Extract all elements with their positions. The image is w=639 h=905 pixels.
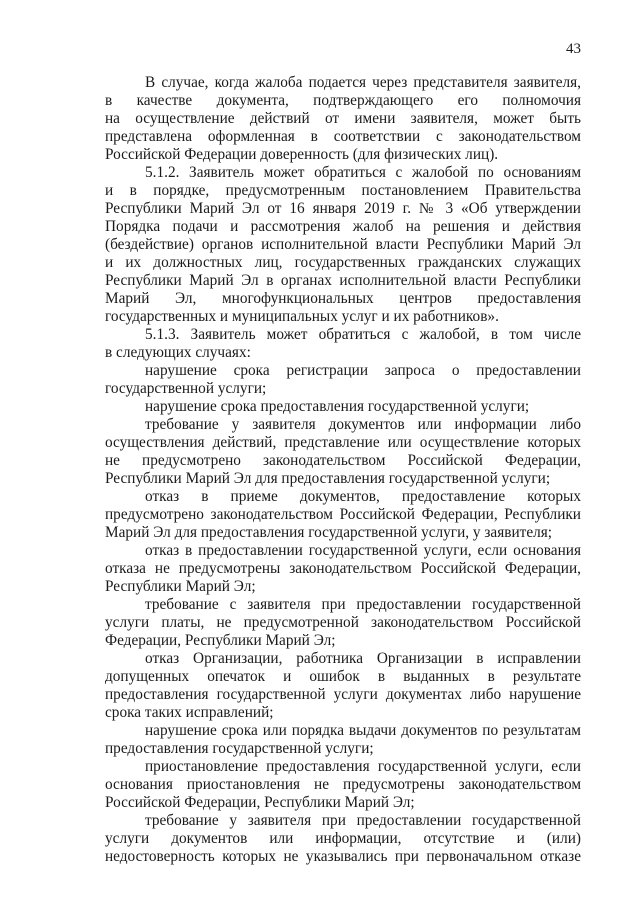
text-line: представлена оформленная в соответствии с законодательством — [105, 128, 581, 145]
text-line: нарушение срока регистрации запроса о предоставлении — [145, 362, 581, 379]
text-line: срока таких исправлений; — [105, 704, 274, 721]
text-line: Российской Федерации доверенность (для физических лиц). — [105, 146, 499, 163]
text-line: отказа не предусмотрены законодательством Российской Федерации, — [105, 560, 581, 577]
text-line: услуги документов или информации, отсутствие и (или) — [105, 830, 581, 847]
text-line: на осуществление действий от имени заявителя, может быть — [105, 110, 581, 127]
text-line: отказ в приеме документов, предоставление которых — [145, 488, 581, 505]
text-line: требование с заявителя при предоставлении государственной — [145, 596, 581, 613]
text-line: 5.1.2. Заявитель может обратиться с жалобой по основаниям — [145, 164, 581, 181]
text-line: и в порядке, предусмотренным постановлением Правительства — [105, 182, 581, 199]
text-line: требование у заявителя при предоставлении государственной — [145, 812, 581, 829]
text-line: отказ в предоставлении государственной услуги, если основания — [145, 542, 581, 559]
text-line: услуги платы, не предусмотренной законодательством Российской — [105, 614, 581, 631]
text-line: Республики Марий Эл в органах исполнительной власти Республики — [105, 272, 581, 289]
text-line: в качестве документа, подтверждающего его полномочия — [105, 92, 581, 109]
text-line: В случае, когда жалоба подается через представителя заявителя, — [145, 74, 581, 91]
text-line: государственных и муниципальных услуг и их работников». — [105, 308, 499, 325]
text-line: 5.1.3. Заявитель может обратиться с жалобой, в том числе — [145, 326, 581, 343]
text-line: государственной услуги; — [105, 380, 267, 397]
text-line: Российской Федерации, Республики Марий Эл; — [105, 794, 415, 811]
text-line: предоставления государственной услуги; — [105, 740, 374, 757]
text-line: Федерации, Республики Марий Эл; — [105, 632, 336, 649]
text-line: приостановление предоставления государственной услуги, если — [145, 758, 581, 775]
text-line: осуществления действий, представление или осуществление которых — [105, 434, 581, 451]
text-line: основания приостановления не предусмотрены законодательством — [105, 776, 581, 793]
text-line: отказ Организации, работника Организации в исправлении — [145, 650, 581, 667]
text-line: и их должностных лиц, государственных гражданских служащих — [105, 254, 581, 271]
text-line: допущенных опечаток и ошибок в выданных в результате — [105, 668, 581, 685]
text-line: (бездействие) органов исполнительной власти Республики Марий Эл — [105, 236, 581, 253]
text-line: предоставления государственной услуги документах либо нарушение — [105, 686, 581, 703]
text-line: требование у заявителя документов или информации либо — [145, 416, 581, 433]
text-line: нарушение срока предоставления государственной услуги; — [145, 398, 530, 415]
text-line: Республики Марий Эл; — [105, 578, 256, 595]
document-body — [105, 74, 581, 866]
text-line: Порядка подачи и рассмотрения жалоб на решения и действия — [105, 218, 581, 235]
text-line: Марий Эл для предоставления государственной услуги, у заявителя; — [105, 524, 553, 541]
text-line: Марий Эл, многофункциональных центров предоставления — [105, 290, 581, 307]
page-number: 43 — [566, 41, 581, 57]
text-line: недостоверность которых не указывались при первоначальном отказе — [105, 848, 581, 865]
text-line: предусмотрено законодательством Российской Федерации, Республики — [105, 506, 581, 523]
text-line: нарушение срока или порядка выдачи документов по результатам — [145, 722, 581, 739]
text-line: не предусмотрено законодательством Российской Федерации, — [105, 452, 581, 469]
text-line: Республики Марий Эл от 16 января 2019 г. № 3 «Об утверждении — [105, 200, 581, 217]
text-line: в следующих случаях: — [105, 344, 251, 361]
text-line: Республики Марий Эл для предоставления государственной услуги; — [105, 470, 551, 487]
